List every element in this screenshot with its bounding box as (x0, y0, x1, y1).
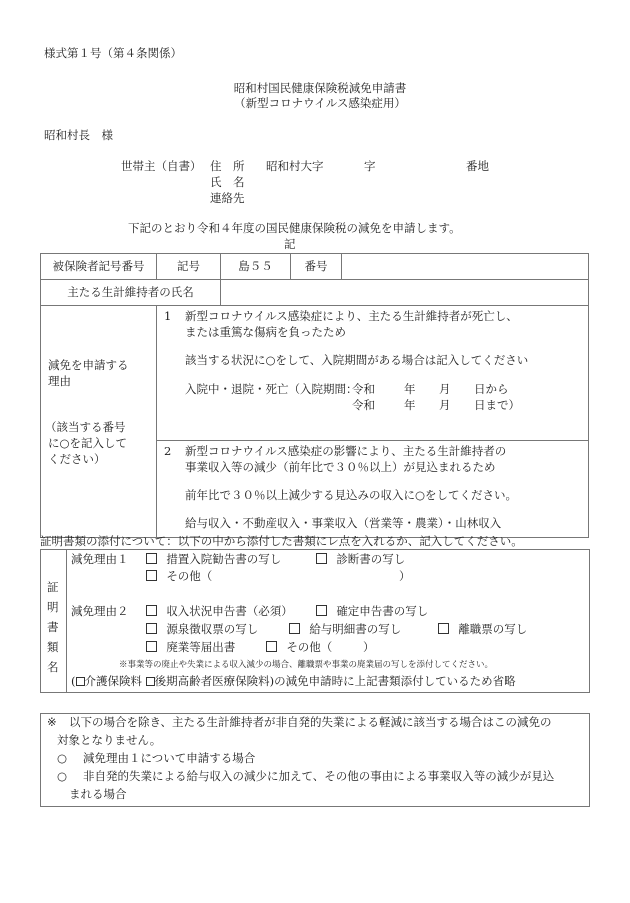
reason-note-2: に○を記入して (48, 436, 128, 450)
kigo-value[interactable]: 島５５ (221, 254, 291, 280)
doc-reason2-label: 減免理由２ (71, 604, 129, 618)
side-char: 明 (47, 600, 59, 614)
doc-checkbox-item[interactable]: 確定申告書の写し (316, 604, 428, 619)
application-table (40, 253, 589, 538)
bango-label: 番号 (291, 254, 342, 280)
doc-checkbox-item[interactable]: 収入状況申告書（必須） (146, 604, 293, 619)
reason2-cell[interactable] (157, 441, 589, 538)
reason2-line2: 事業収入等の減少（前年比で３０％以上）が見込まれるため (185, 460, 496, 474)
notice-item2-line1: 非自発的失業による給与収入の減少に加えて、その他の事由による事業収入等の減少が見込 (83, 769, 555, 783)
side-char: 書 (47, 620, 59, 634)
bango-value[interactable] (342, 254, 589, 280)
notice-mark: ※ (47, 715, 57, 729)
notice-line2: 対象となりません。 (57, 733, 162, 747)
notice-item2-line2: まれる場合 (69, 787, 127, 801)
notice-line1: 以下の場合を除き、主たる生計維持者が非自発的失業による軽減に該当する場合はこの減免の (69, 715, 552, 729)
other-close-paren: ） (363, 640, 375, 654)
checkbox-icon[interactable] (76, 677, 85, 686)
side-char: 証 (47, 580, 59, 594)
checkbox-icon[interactable] (146, 605, 157, 616)
checkbox-icon[interactable] (289, 623, 300, 634)
name-label: 氏 名 (210, 175, 245, 189)
omit-statement: ( 介護保険料 後期高齢者医療保険料)の減免申請時に上記書類添付しているため省略 (71, 674, 516, 688)
doc-checkbox-item[interactable]: 措置入院勧告書の写し (146, 552, 281, 567)
insured-number-label: 被保険者記号番号 (41, 254, 157, 280)
bullet-icon: ○ (57, 751, 68, 765)
reason1-from-year: 年 (404, 382, 416, 396)
reason1-number: 1 (164, 309, 172, 323)
side-char: 名 (47, 660, 59, 674)
main-earner-label: 主たる生計維持者の氏名 (41, 280, 221, 306)
reason1-cell[interactable] (157, 306, 589, 441)
reason1-line2: または重篤な傷病を負ったため (185, 325, 346, 339)
notice-item1: 減免理由１について申請する場合 (83, 751, 256, 765)
reason1-to-era: 令和 (352, 398, 375, 412)
main-earner-value[interactable] (221, 280, 589, 306)
reason1-status: 入院中・退院・死亡（入院期間： (185, 382, 358, 396)
checkbox-icon[interactable] (316, 553, 327, 564)
reason1-to-month: 月 (439, 398, 451, 412)
banchi-label: 番地 (466, 159, 489, 173)
reason1-from-month: 月 (439, 382, 451, 396)
form-number: 様式第１号（第４条関係） (44, 46, 182, 60)
documents-side-label (41, 550, 67, 692)
address-label: 住 所 (210, 159, 245, 173)
contact-label: 連絡先 (210, 191, 245, 205)
intro-text: 下記のとおり令和４年度の国民健康保険税の減免を申請します。 (128, 221, 461, 235)
doc-checkbox-item[interactable]: 廃業等届出書 (146, 640, 235, 655)
addressee: 昭和村長 様 (44, 128, 113, 142)
reason2-line1: 新型コロナウイルス感染症の影響により、主たる生計維持者の (185, 444, 507, 458)
doc-checkbox-other-2[interactable]: その他（ (266, 640, 332, 655)
address-prefix: 昭和村大字 (266, 159, 324, 173)
doc-checkbox-item[interactable]: 源泉徴収票の写し (146, 622, 258, 637)
reason-note-3: ください） (48, 452, 106, 466)
checkbox-icon[interactable] (266, 641, 277, 652)
checkbox-icon[interactable] (316, 605, 327, 616)
form-subtitle: （新型コロナウイルス感染症用） (234, 96, 406, 110)
reason-label-cell (41, 306, 157, 538)
doc-checkbox-item[interactable]: 診断書の写し (316, 552, 405, 567)
ki-label: 記 (284, 237, 296, 251)
documents-note: ※事業等の廃止や失業による収入減少の場合、離職票や事業の廃業届の写しを添付してください。 (119, 660, 494, 670)
reason2-number: 2 (164, 444, 172, 458)
reason1-to-year: 年 (404, 398, 416, 412)
other-close-paren: ） (399, 569, 411, 583)
reason1-instruction: 該当する状況に○をして、入院期間がある場合は記入してください (185, 353, 529, 367)
reason-label-2: 理由 (48, 374, 71, 388)
documents-box (40, 549, 590, 693)
reason2-instruction: 前年比で３０％以上減少する見込みの収入に○をしてください。 (185, 488, 518, 502)
side-char: 類 (47, 640, 59, 654)
reason1-from-era: 令和 (352, 382, 375, 396)
applicant-label: 世帯主（自書） (121, 159, 202, 173)
doc-checkbox-item[interactable]: 給与明細書の写し (289, 622, 401, 637)
reason1-line1: 新型コロナウイルス感染症により、主たる生計維持者が死亡し、 (185, 309, 518, 323)
form-title: 昭和村国民健康保険税減免申請書 (233, 81, 407, 95)
checkbox-icon[interactable] (146, 677, 155, 686)
bullet-icon: ○ (57, 769, 68, 783)
checkbox-icon[interactable] (146, 623, 157, 634)
kigo-label: 記号 (157, 254, 221, 280)
checkbox-icon[interactable] (146, 553, 157, 564)
reason1-to-suffix: 日まで） (474, 398, 520, 412)
notice-box (40, 713, 590, 807)
checkbox-icon[interactable] (146, 570, 157, 581)
documents-heading: 証明書類の添付について：以下の中から添付した書類にレ点を入れるか、記入してください。 (40, 534, 523, 548)
doc-checkbox-other-1[interactable]: その他（ (146, 569, 212, 584)
doc-reason1-label: 減免理由１ (71, 552, 129, 566)
doc-checkbox-item[interactable]: 離職票の写し (438, 622, 527, 637)
aza-label: 字 (364, 159, 376, 173)
reason1-from-suffix: 日から (474, 382, 509, 396)
reason-note-1: （該当する番号 (45, 420, 126, 434)
checkbox-icon[interactable] (438, 623, 449, 634)
reason2-income-types: 給与収入・不動産収入・事業収入（営業等・農業）・山林収入 (185, 516, 502, 530)
reason-label-1: 減免を申請する (48, 358, 129, 372)
checkbox-icon[interactable] (146, 641, 157, 652)
